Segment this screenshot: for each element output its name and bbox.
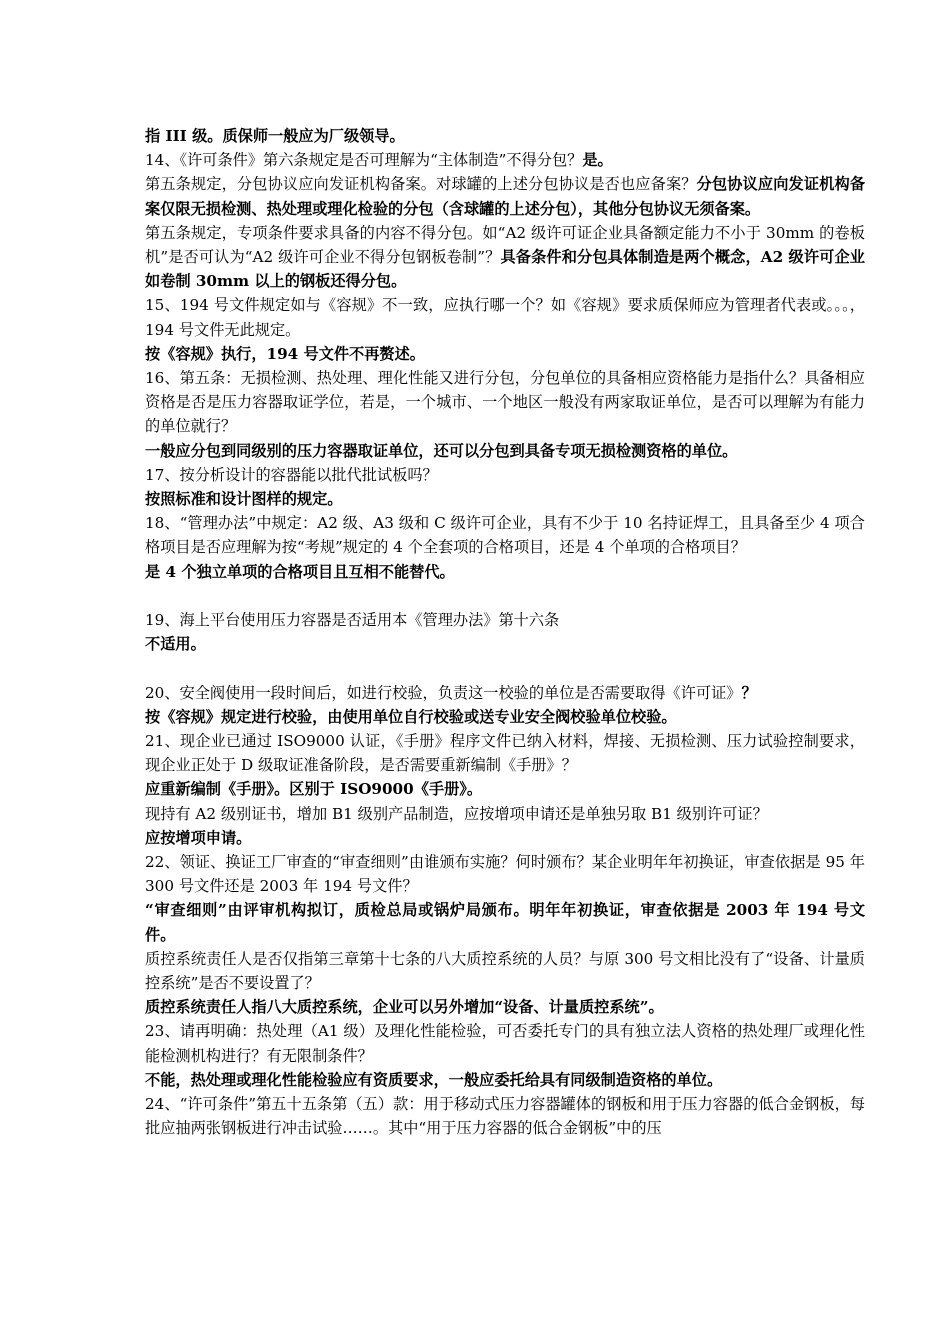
question-text: 第五条规定，分包协议应向发证机构备案。对球罐的上述分包协议是否也应备案？ [145, 175, 697, 194]
question-text: 第五条规定，专项条件要求具备的内容不得分包。如“A2 级许可证企业具备额定能力不小于 30mm 的卷板机”是否可认为“A2 级许可企业不得分包钢板卷制”？ [145, 223, 865, 267]
question-text: 14、《许可条件》第六条规定是否可理解为“主体制造”不得分包？ [145, 151, 583, 170]
question-21: 21、现企业已通过 ISO9000 认证，《手册》程序文件已纳入材料，焊接、无损检测、压力试验控制要求，现企业正处于 D 级取证准备阶段，是否需要重新编制《手册》？ [145, 732, 865, 775]
answer-15: 按《容规》执行，194 号文件不再赘述。 [145, 344, 425, 363]
answer-22-sub: 质控系统责任人指八大质控系统，企业可以另外增加“设备、计量质控系统”。 [145, 998, 664, 1017]
answer-23: 不能，热处理或理化性能检验应有资质要求，一般应委托给具有同级制造资格的单位。 [145, 1070, 723, 1089]
answer-19: 不适用。 [145, 635, 206, 654]
question-22-sub: 质控系统责任人是否仅指第三章第十七条的八大质控系统的人员？与原 300 号文相比没有了“设备、计量质控系统”是否不要设置了？ [145, 949, 865, 993]
question-15: 15、194 号文件规定如与《容规》不一致，应执行哪一个？如《容规》要求质保师应为管理者代表或。。。，194 号文件无此规定。 [145, 296, 865, 339]
answer-20: 按《容规》规定进行校验，由使用单位自行校验或送专业安全阀校验单位校验。 [145, 707, 677, 726]
blank-line [145, 584, 865, 608]
answer-21-sub: 应按增项申请。 [145, 828, 252, 847]
question-mark: ？ [741, 683, 757, 702]
question-18: 18、“管理办法”中规定：A2 级、A3 级和 C 级许可企业，具有不少于 10 名持证焊工，且具备至少 4 项合格项目是否应理解为按“考规”规定的 4 个全套项的合格项目，还是 4 个单项的合格项目？ [145, 514, 865, 557]
question-14-sub2 [145, 221, 865, 294]
question-text: 20、安全阀使用一段时间后，如进行校验，负责这一校验的单位是否需要取得《许可证》 [145, 683, 742, 702]
document-body [145, 124, 865, 1141]
answer-22: “审查细则”由评审机构拟订，质检总局或锅炉局颁布。明年年初换证，审查依据是 2003 年 194 号文件。 [145, 901, 865, 944]
answer-18: 是 4 个独立单项的合格项目且互相不能替代。 [145, 562, 455, 581]
question-23: 23、请再明确：热处理（A1 级）及理化性能检验，可否委托专门的具有独立法人资格的热处理厂或理化性能检测机构进行？有无限制条件？ [145, 1022, 865, 1065]
answer-text: 是。 [582, 151, 613, 170]
question-14-sub1 [145, 172, 865, 220]
question-20 [145, 681, 865, 705]
blank-line [145, 656, 865, 680]
paragraph: 指 III 级。质保师一般应为厂级领导。 [145, 127, 405, 145]
question-21-sub: 现持有 A2 级别证书，增加 B1 级别产品制造，应按增项申请还是单独另取 B1 级别许可证？ [145, 804, 768, 823]
question-24: 24、“许可条件”第五十五条第（五）款：用于移动式压力容器罐体的钢板和用于压力容器的低合金钢板，每批应抽两张钢板进行冲击试验……。其中“用于压力容器的低合金钢板”中的压 [145, 1095, 865, 1138]
answer-text: 具备条件和分包具体制造是两个概念，A2 级许可企业如卷制 30mm 以上的钢板还得分包。 [145, 248, 865, 291]
question-19: 19、海上平台使用压力容器是否适用本《管理办法》第十六条 [145, 611, 560, 630]
question-14 [145, 148, 865, 172]
question-17: 17、按分析设计的容器能以批代批试板吗？ [145, 465, 438, 484]
answer-21: 应重新编制《手册》。区别于 ISO9000《手册》。 [145, 780, 483, 799]
answer-17: 按照标准和设计图样的规定。 [145, 490, 343, 509]
answer-text: 分包协议应向发证机构备案仅限无损检测、热处理或理化检验的分包（含球罐的上述分包），其他分包协议无须备案。 [145, 175, 866, 218]
question-22: 22、领证、换证工厂审查的“审查细则”由谁颁布实施？何时颁布？某企业明年年初换证，审查依据是 95 年 300 号文件还是 2003 年 194 号文件？ [145, 853, 865, 896]
answer-16: 一般应分包到同级别的压力容器取证单位，还可以分包到具备专项无损检测资格的单位。 [145, 441, 738, 460]
question-16: 16、第五条：无损检测、热处理、理化性能又进行分包，分包单位的具备相应资格能力是指什么？具备相应资格是否是压力容器取证学位，若是，一个城市、一个地区一般没有两家取证单位，是否可以理解为有能力的单位就行？ [145, 369, 865, 436]
